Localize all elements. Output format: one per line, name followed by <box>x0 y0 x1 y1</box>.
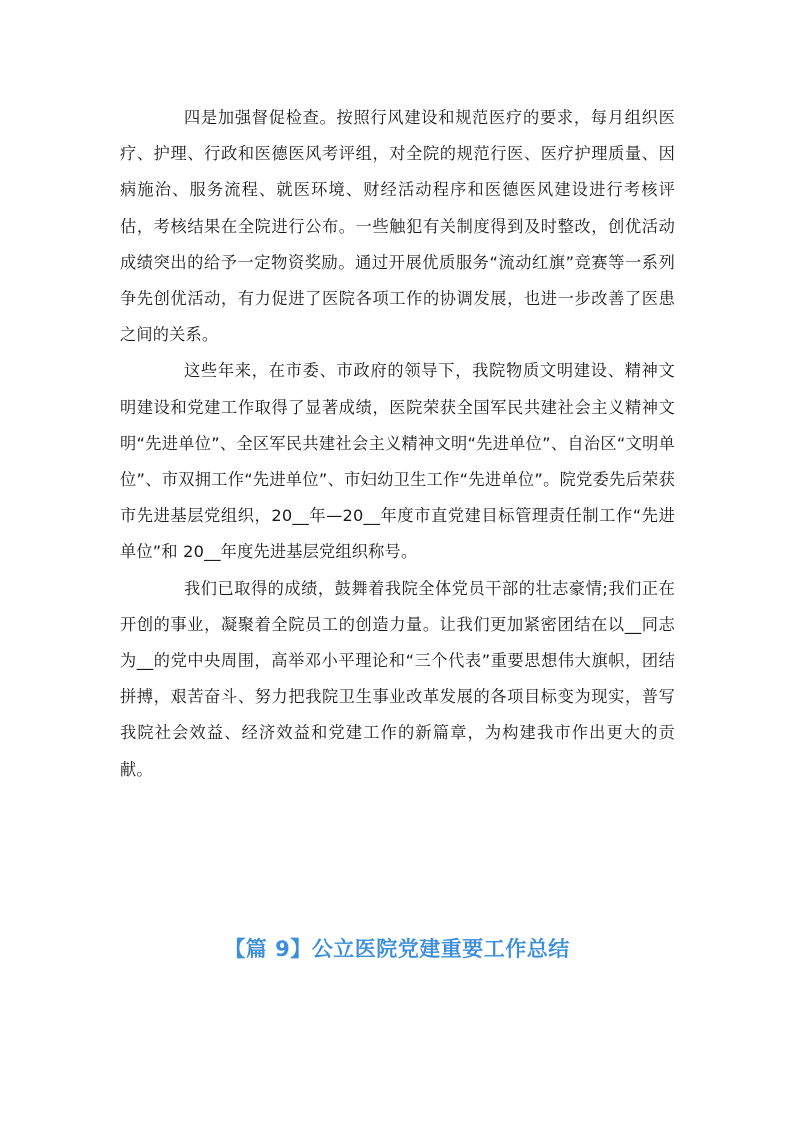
paragraph-achievements: 这些年来，在市委、市政府的领导下，我院物质文明建设、精神文明建设和党建工作取得了显著成绩，医院荣获全国军民共建社会主义精神文明“先进单位”、全区军民共建社会主义精神文明“先进单位”、自治区“文明单位”、市双拥工作“先进单位”、市妇幼卫生工作“先进单位”。院党委先后荣获市先进基层党组织，20__年—20__年度市直党建目标管理责任制工作“先进单位”和 20__年度先进基层党组织称号。 <box>120 361 675 562</box>
paragraph-inspection: 四是加强督促检查。按照行风建设和规范医疗的要求，每月组织医疗、护理、行政和医德医风考评组，对全院的规范行医、医疗护理质量、因病施治、服务流程、就医环境、财经活动程序和医德医风建设进行考核评估，考核结果在全院进行公布。一些触犯有关制度得到及时整改，创优活动成绩突出的给予一定物资奖励。通过开展优质服务“流动红旗”竞赛等一系列争先创优活动，有力促进了医院各项工作的协调发展，也进一步改善了医患之间的关系。 <box>120 108 675 345</box>
section-heading: 【篇 9】公立医院党建重要工作总结 <box>224 937 570 961</box>
document-body <box>120 100 675 788</box>
paragraph-outlook: 我们已取得的成绩，鼓舞着我院全体党员干部的壮志豪情;我们正在开创的事业，凝聚着全院员工的创造力量。让我们更加紧密团结在以__同志为__的党中央周围，高举邓小平理论和“三个代表”重要思想伟大旗帜，团结拼搏，艰苦奋斗、努力把我院卫生事业改革发展的各项目标变为现实，普写我院社会效益、经济效益和党建工作的新篇章，为构建我市作出更大的贡献。 <box>120 578 675 779</box>
